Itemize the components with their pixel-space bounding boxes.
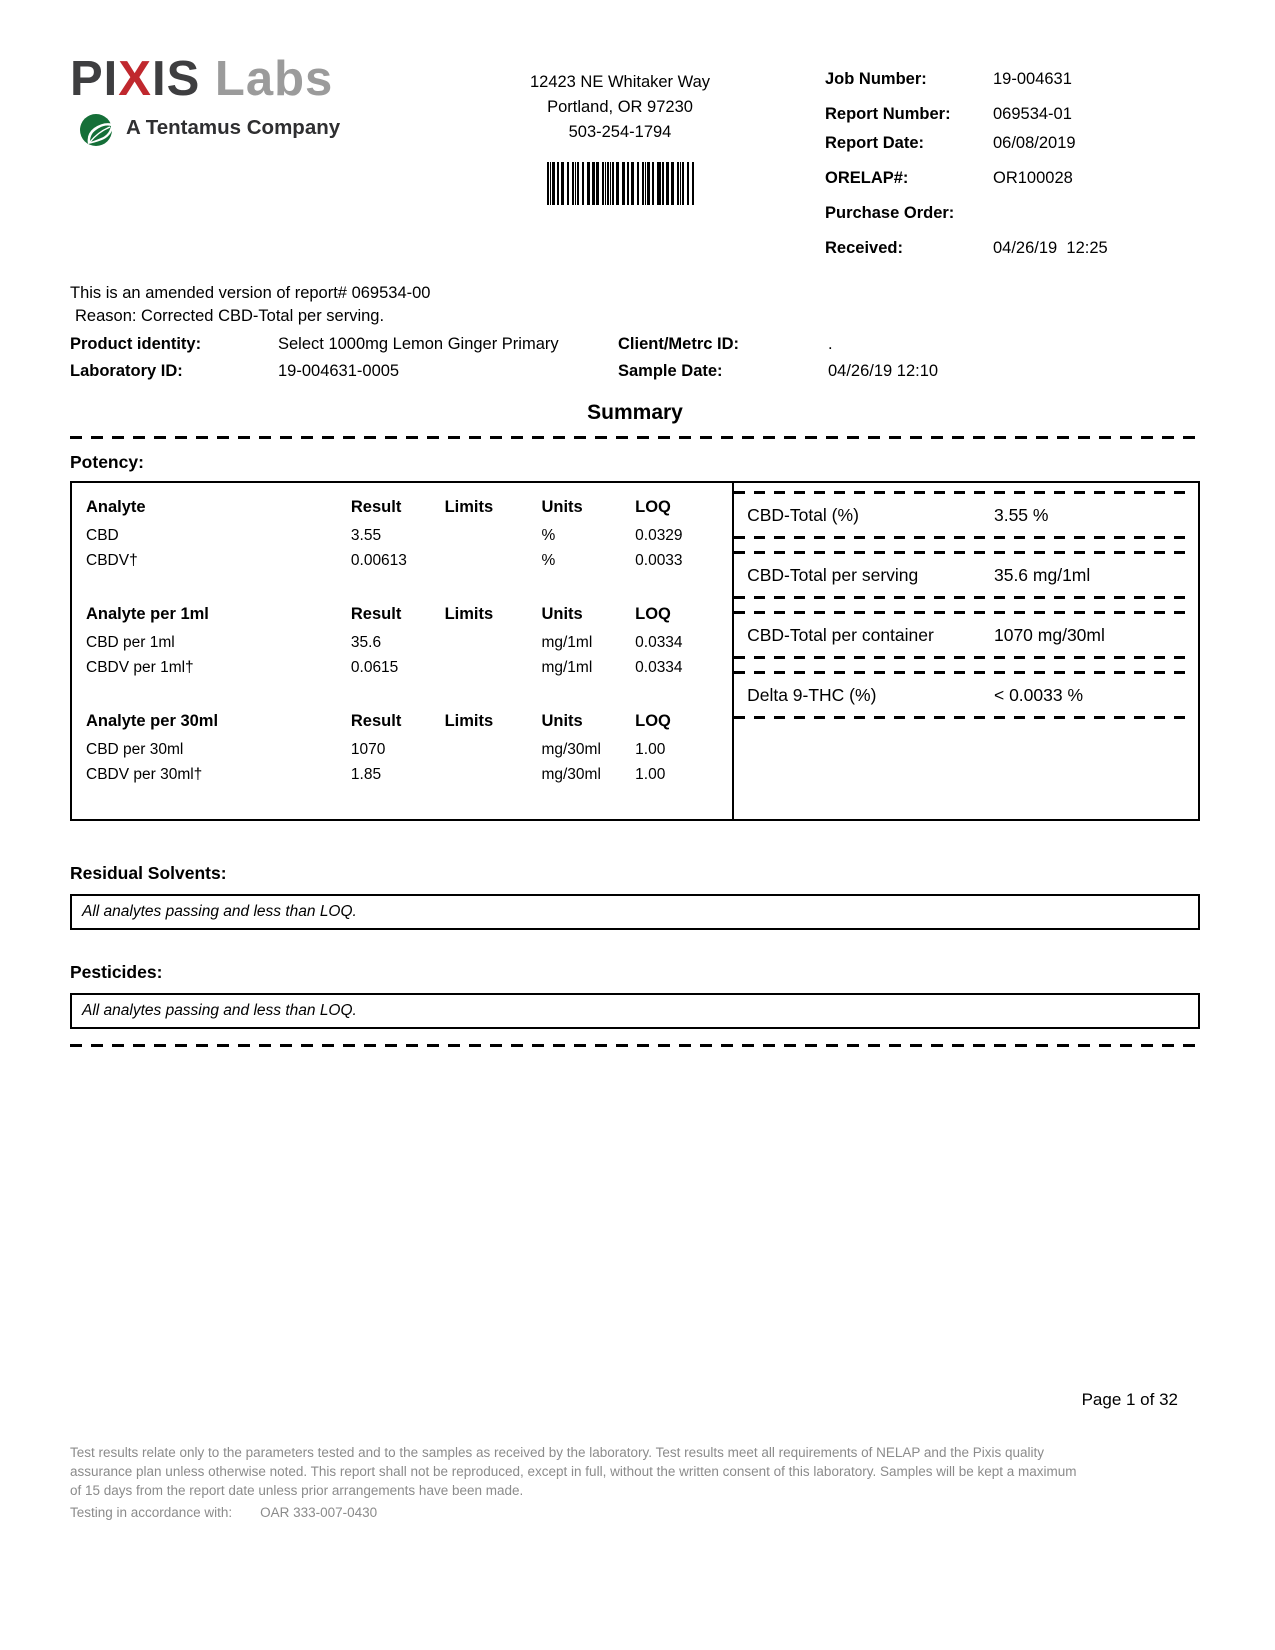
summary-box-delta9-thc <box>734 671 1188 719</box>
summary-box-value: 1070 mg/30ml <box>993 624 1105 645</box>
pesticides-heading: Pesticides: <box>70 962 163 982</box>
sample-date-label: Sample Date: <box>618 362 723 380</box>
cell-limits <box>445 630 542 655</box>
sample-date-value: 04/26/19 12:10 <box>828 362 939 380</box>
cell-units: mg/1ml <box>541 634 593 651</box>
cell-result: 3.55 <box>350 527 382 544</box>
summary-box-label: CBD-Total per container <box>747 624 934 645</box>
col-result: Result <box>350 605 402 623</box>
pixis-logo <box>70 52 460 268</box>
dashed-line <box>734 716 1188 719</box>
residual-solvents-heading: Residual Solvents: <box>70 863 227 883</box>
orelap-row <box>825 169 1200 188</box>
job-number-value: 19-004631 <box>993 70 1072 88</box>
report-header <box>70 0 1200 268</box>
summary-title: Summary <box>587 401 683 424</box>
potency-box <box>70 481 1200 821</box>
pesticides-result: All analytes passing and less than LOQ. <box>82 1002 357 1019</box>
client-metrc-value: . <box>828 335 833 353</box>
footer-accordance <box>70 1505 377 1520</box>
address-line1: 12423 NE Whitaker Way <box>529 73 711 91</box>
amendment-line1: This is an amended version of report# 069534-00 <box>70 284 431 302</box>
logo-text-x: X <box>118 52 152 106</box>
col-units: Units <box>541 605 583 623</box>
potency-table <box>72 483 734 819</box>
table-row <box>86 655 732 680</box>
summary-box-cbd-total <box>734 491 1188 539</box>
purchase-order-row <box>825 204 1200 223</box>
col-limits: Limits <box>444 605 494 623</box>
cell-limits <box>445 548 542 573</box>
summary-box-per-serving <box>734 551 1188 599</box>
cell-result: 35.6 <box>350 634 382 651</box>
table-row <box>86 548 732 573</box>
received-label: Received: <box>825 239 903 257</box>
lab-phone: 503-254-1794 <box>568 123 672 141</box>
laboratory-id-value: 19-004631-0005 <box>278 362 400 380</box>
logo-text-labs: Labs <box>200 52 334 106</box>
amendment-note <box>70 282 1200 328</box>
dashed-line <box>734 536 1188 539</box>
summary-box-value: 35.6 mg/1ml <box>993 564 1091 585</box>
potency-summary-panel <box>734 483 1198 819</box>
cell-units: mg/30ml <box>541 741 601 758</box>
page-number: Page 1 of 32 <box>1081 1390 1178 1409</box>
received-value: 04/26/19 12:25 <box>993 239 1108 257</box>
cell-limits <box>445 737 542 762</box>
pixis-wordmark <box>70 52 460 106</box>
dashed-line <box>734 656 1188 659</box>
report-content <box>70 0 1200 1047</box>
report-number-value: 069534-01 <box>993 105 1072 123</box>
summary-box-label: CBD-Total per serving <box>747 564 919 585</box>
cell-limits <box>445 655 542 680</box>
cell-analyte: CBD per 1ml <box>86 634 175 651</box>
address-line2: Portland, OR 97230 <box>547 98 693 116</box>
col-analyte: Analyte per 1ml <box>86 605 209 623</box>
col-limits: Limits <box>444 498 494 516</box>
report-number-row <box>825 105 1200 124</box>
cell-analyte: CBDV per 1ml† <box>86 659 194 676</box>
col-result: Result <box>350 498 402 516</box>
dashed-line <box>734 596 1188 599</box>
col-analyte: Analyte <box>86 498 146 516</box>
cell-result: 0.0615 <box>350 659 399 676</box>
sample-identity-grid <box>70 335 1200 381</box>
cell-loq: 1.00 <box>635 766 666 783</box>
purchase-order-label: Purchase Order: <box>825 204 955 222</box>
logo-text-pi: PI <box>70 52 119 106</box>
summary-box-value: 3.55 % <box>993 504 1049 525</box>
potency-header-row <box>86 495 732 519</box>
table-row <box>86 762 732 787</box>
pesticides-result-box <box>70 993 1200 1029</box>
cell-analyte: CBDV† <box>86 552 138 569</box>
report-info-block <box>780 55 1200 268</box>
summary-box-per-container <box>734 611 1188 659</box>
col-limits: Limits <box>444 712 494 730</box>
report-date-value: 06/08/2019 <box>993 134 1076 152</box>
potency-header-row <box>86 602 732 626</box>
potency-header-row <box>86 709 732 733</box>
amendment-line2: Reason: Corrected CBD-Total per serving. <box>75 307 385 325</box>
logo-text-is: IS <box>151 52 201 106</box>
orelap-value: OR100028 <box>993 169 1073 187</box>
barcode <box>547 162 694 205</box>
received-row <box>825 239 1200 258</box>
table-row <box>86 737 732 762</box>
job-number-row <box>825 70 1200 89</box>
potency-group-per-1ml <box>86 602 732 680</box>
cell-loq: 1.00 <box>635 741 666 758</box>
cell-limits <box>445 523 542 548</box>
bottom-divider <box>70 1044 1200 1047</box>
residual-solvents-result: All analytes passing and less than LOQ. <box>82 903 357 920</box>
col-units: Units <box>541 712 583 730</box>
client-metrc-label: Client/Metrc ID: <box>618 335 740 353</box>
potency-heading: Potency: <box>70 452 144 472</box>
accordance-label: Testing in accordance with: <box>70 1505 233 1520</box>
cell-limits <box>445 762 542 787</box>
accordance-value: OAR 333-007-0430 <box>260 1505 378 1520</box>
cell-loq: 0.0033 <box>635 552 683 569</box>
cell-loq: 0.0329 <box>635 527 683 544</box>
cell-units: % <box>541 527 556 544</box>
potency-group-per-30ml <box>86 709 732 787</box>
leaf-icon <box>78 108 118 148</box>
lab-address-block <box>460 55 780 268</box>
laboratory-id-label: Laboratory ID: <box>70 362 183 380</box>
footer-disclaimer: Test results relate only to the parameters tested and to the samples as received by the laboratory. Test results meet all requirements of NELAP and the Pixis quality assurance plan unless otherwise noted. This report shall not be reproduced, except in full, without the written consent of this laboratory. Samples will be kept a maximum of 15 days from the report date unless prior arrangements have been made. <box>70 1445 1077 1499</box>
cell-analyte: CBD <box>86 527 119 544</box>
product-identity-value: Select 1000mg Lemon Ginger Primary <box>278 335 559 353</box>
col-loq: LOQ <box>635 712 671 730</box>
job-number-label: Job Number: <box>825 70 927 88</box>
summary-box-value: < 0.0033 % <box>993 684 1084 705</box>
cell-loq: 0.0334 <box>635 659 683 676</box>
cell-analyte: CBD per 30ml <box>86 741 184 758</box>
table-row <box>86 523 732 548</box>
report-date-row <box>825 134 1200 153</box>
cell-result: 1.85 <box>350 766 382 783</box>
cell-result: 0.00613 <box>350 552 407 569</box>
cell-units: % <box>541 552 556 569</box>
table-row <box>86 630 732 655</box>
tagline-text: A Tentamus Company <box>126 116 341 139</box>
col-result: Result <box>350 712 402 730</box>
summary-divider <box>70 436 1200 439</box>
product-identity-label: Product identity: <box>70 335 202 353</box>
col-units: Units <box>541 498 583 516</box>
orelap-label: ORELAP#: <box>825 169 909 187</box>
report-number-label: Report Number: <box>825 105 951 123</box>
report-date-label: Report Date: <box>825 134 925 152</box>
summary-box-label: CBD-Total (%) <box>747 504 859 525</box>
cell-loq: 0.0334 <box>635 634 683 651</box>
cell-result: 1070 <box>350 741 386 758</box>
col-loq: LOQ <box>635 498 671 516</box>
cell-units: mg/30ml <box>541 766 601 783</box>
potency-group-percent <box>86 495 732 573</box>
col-analyte: Analyte per 30ml <box>86 712 219 730</box>
col-loq: LOQ <box>635 605 671 623</box>
cell-units: mg/1ml <box>541 659 593 676</box>
residual-solvents-result-box <box>70 894 1200 930</box>
tentamus-line <box>78 108 460 148</box>
summary-box-label: Delta 9-THC (%) <box>747 684 877 705</box>
cell-analyte: CBDV per 30ml† <box>86 766 203 783</box>
